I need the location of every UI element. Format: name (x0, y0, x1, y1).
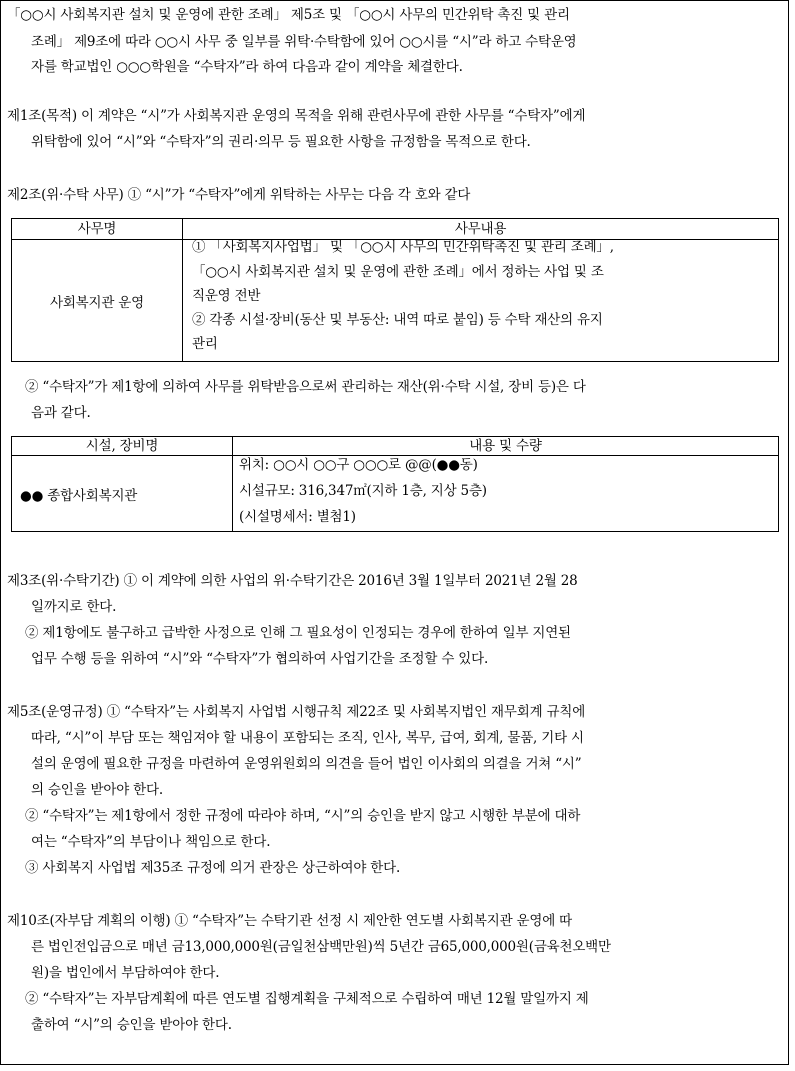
article-3-line: ② 제1항에도 불구하고 급박한 사정으로 인해 그 필요성이 인정되는 경우에 한하여 일부 지연된 (25, 625, 571, 641)
facility-content-cell (233, 456, 779, 532)
article-3-line: 업무 수행 등을 위하여 “시”와 “수탁자”가 협의하여 사업기간을 조정할 수 있다. (31, 651, 489, 667)
intro-line: 조례」 제9조에 따라 ○○시 사무 중 일부를 위탁·수탁함에 있어 ○○시를 “시”라 하고 수탁운영 (31, 34, 577, 50)
duty-content-line: 직운영 전반 (192, 288, 261, 304)
duty-content-line: ① 「사회복지사업법」 및 「○○시 사무의 민간위탁촉진 및 관리 조례」, (192, 239, 614, 255)
article-10-line: 른 법인전입금으로 매년 금13,000,000원(금일천삼백만원)씩 5년간 금65,000,000원(금육천오백만 (31, 939, 611, 955)
article-5-line: 설의 운영에 필요한 규정을 마련하여 운영위원회의 의견을 들어 법인 이사회의 의결을 거쳐 “시” (31, 756, 582, 772)
duty-content-line: 「○○시 사회복지관 설치 및 운영에 관한 조례」에서 정하는 사업 및 조 (192, 264, 604, 280)
duty-content-cell (183, 240, 779, 362)
facility-content-line: 시설규모: 316,347㎡(지하 1층, 지상 5층) (239, 483, 487, 499)
article-5-line: ② “수탁자”는 제1항에서 정한 규정에 따라야 하며, “시”의 승인을 받지 않고 시행한 부분에 대하 (25, 808, 581, 824)
article-1-line: 위탁함에 있어 “시”와 “수탁자”의 권리·의무 등 필요한 사항을 규정함을 목적으로 한다. (31, 134, 531, 150)
duty-content-line: ② 각종 시설·장비(동산 및 부동산: 내역 따로 붙임) 등 수탁 재산의 유지 (192, 312, 603, 328)
article-10-line: 원)을 법인에서 부담하여야 한다. (31, 965, 220, 981)
facility-content-line: (시설명세서: 별첨1) (239, 509, 356, 525)
article-2-heading: 제2조(위·수탁 사무) ① “시”가 “수탁자”에게 위탁하는 사무는 다음 각 호와 같다 (7, 187, 471, 203)
article-5-line: 제5조(운영규정) ① “수탁자”는 사회복지 사업법 시행규칙 제22조 및 사회복지법인 재무회계 규칙에 (7, 704, 586, 720)
intro-line: 「○○시 사회복지관 설치 및 운영에 관한 조례」 제5조 및 「○○시 사무의 민간위탁 촉진 및 관리 (7, 7, 570, 23)
article-1-line: 제1조(목적) 이 계약은 “시”가 사회복지관 운영의 목적을 위해 관련사무에 관한 사무를 “수탁자”에게 (7, 108, 586, 124)
article-2-para-2-line: ② “수탁자”가 제1항에 의하여 사무를 위탁받음으로써 관리하는 재산(위·수탁 시설, 장비 등)은 다 (25, 379, 586, 395)
article-10-line: 제10조(자부담 계획의 이행) ① “수탁자”는 수탁기관 선정 시 제안한 연도별 사회복지관 운영에 따 (7, 913, 572, 929)
facility-name-cell: ●● 종합사회복지관 (12, 456, 233, 532)
article-5-line: 여는 “수탁자”의 부담이나 책임으로 한다. (31, 834, 271, 850)
duty-table (11, 218, 779, 362)
article-5-line: 의 승인을 받아야 한다. (31, 782, 163, 798)
article-10-line: 출하여 “시”의 승인을 받아야 한다. (31, 1017, 232, 1033)
table-header-duty-name: 사무명 (12, 219, 183, 240)
duty-name-cell: 사회복지관 운영 (12, 240, 183, 362)
article-10-line: ② “수탁자”는 자부담계획에 따른 연도별 집행계획을 구체적으로 수립하여 매년 12월 말일까지 제 (25, 991, 589, 1007)
facility-table (11, 436, 779, 532)
article-5-line: 따라, “시”이 부담 또는 책임져야 할 내용이 포함되는 조직, 인사, 복무, 급여, 회계, 물품, 기타 시 (31, 730, 584, 746)
table-header-facility-content: 내용 및 수량 (233, 437, 779, 456)
table-header-duty-content: 사무내용 (183, 219, 779, 240)
table-header-facility-name: 시설, 장비명 (12, 437, 233, 456)
article-3-line: 제3조(위·수탁기간) ① 이 계약에 의한 사업의 위·수탁기간은 2016년 3월 1일부터 2021년 2월 28 (7, 573, 578, 589)
article-2-para-2-line: 음과 같다. (31, 405, 91, 421)
article-5-line: ③ 사회복지 사업법 제35조 규정에 의거 관장은 상근하여야 한다. (25, 860, 401, 876)
article-3-line: 일까지로 한다. (31, 599, 117, 615)
duty-content-line: 관리 (192, 336, 218, 352)
facility-content-line: 위치: ○○시 ○○구 ○○○로 @@(●●동) (239, 457, 478, 473)
intro-line: 자를 학교법인 ○○○학원을 “수탁자”라 하여 다음과 같이 계약을 체결한다. (31, 59, 463, 75)
